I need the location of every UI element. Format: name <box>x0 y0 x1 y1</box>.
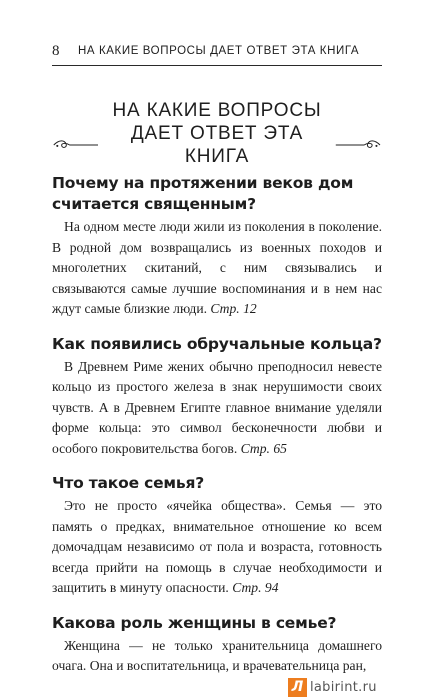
qa-section <box>52 173 382 320</box>
header-rule <box>52 65 382 66</box>
question-heading: Как появились обручальные кольца? <box>52 334 382 353</box>
page-reference: Стр. 65 <box>240 440 287 456</box>
answer-body: Это не просто «ячейка общества». Семья — это память о предках, внимательное отношение ко всем домочадцам независимо от пола и возраста, готовность всегда прийти на помощь в случае необходимости и защитить в минуту опасности. <box>52 498 382 595</box>
watermark-text: labirint.ru <box>310 679 377 695</box>
answer-text <box>52 217 382 320</box>
chapter-title-line1: НА КАКИЕ ВОПРОСЫ <box>112 100 322 121</box>
flourish-left-icon <box>52 138 100 152</box>
page-reference: Стр. 12 <box>210 301 257 316</box>
answer-text <box>52 636 382 677</box>
answer-text <box>52 496 382 599</box>
answer-body: Женщина — не только хранительница домашнего очага. Она и воспитательница, и врачевательница ран, <box>52 637 382 673</box>
qa-section <box>52 334 382 460</box>
answer-body: В Древнем Риме жених обычно преподносил невесте кольцо из простого железа в знак нерушимости своих чувств. А в Древнем Египте главное внимание уделяли форме кольца: это символ бесконечности любви и особого покровительства богов. <box>52 358 382 456</box>
qa-section <box>52 473 382 599</box>
labirint-watermark <box>288 677 406 697</box>
answer-body: На одном месте люди жили из поколения в поколение. В родной дом возвращались из военных походов и многолетних скитаний, с ним связывались и связываются самые лучшие воспоминания и в нем нас ждут самые близкие люди. <box>52 219 382 316</box>
running-title: НА КАКИЕ ВОПРОСЫ ДАЕТ ОТВЕТ ЭТА КНИГА <box>78 45 360 57</box>
labirint-logo-icon: Л <box>288 678 307 697</box>
chapter-title-line2: ДАЕТ ОТВЕТ ЭТА КНИГА <box>130 123 304 167</box>
flourish-right-icon <box>334 138 382 152</box>
page-reference: Стр. 94 <box>232 580 279 595</box>
qa-list <box>52 156 382 691</box>
question-heading: Какова роль женщины в семье? <box>52 613 337 632</box>
running-header <box>52 40 382 62</box>
question-heading: Почему на протяжении веков дом считается священным? <box>52 174 354 213</box>
qa-section <box>52 613 382 677</box>
question-heading: Что такое семья? <box>52 474 204 492</box>
answer-text <box>52 357 382 460</box>
page-number: 8 <box>52 42 60 59</box>
